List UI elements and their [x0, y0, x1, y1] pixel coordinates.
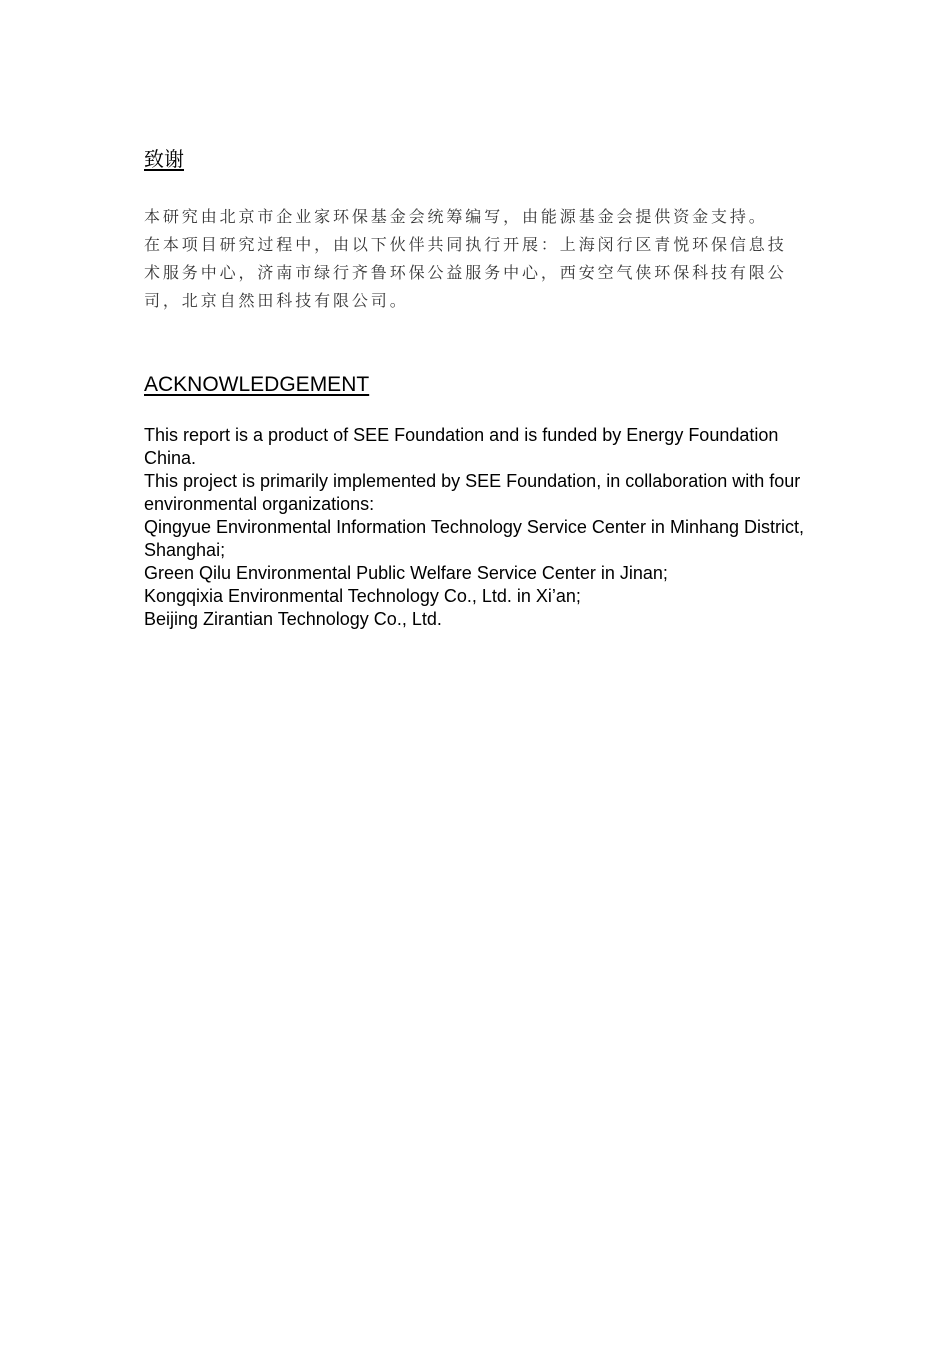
english-paragraph-implementation: This project is primarily implemented by SEE Foundation, in collaboration with four environmental organizations:: [144, 471, 801, 514]
chinese-heading: 致谢: [144, 147, 184, 171]
english-heading: ACKNOWLEDGEMENT: [144, 373, 370, 396]
chinese-paragraph-funding: 本研究由北京市企业家环保基金会统筹编写，由能源基金会提供资金支持。: [144, 207, 768, 226]
english-partner-qingyue: Qingyue Environmental Information Technology Service Center in Minhang District, Shanghai;: [144, 517, 804, 560]
english-paragraph-funding: This report is a product of SEE Foundation and is funded by Energy Foundation China.: [144, 425, 779, 468]
english-partner-kongqixia: Kongqixia Environmental Technology Co., Ltd. in Xi’an;: [144, 586, 581, 606]
english-body: [144, 424, 804, 631]
english-partner-green-qilu: Green Qilu Environmental Public Welfare Service Center in Jinan;: [144, 563, 668, 583]
chinese-paragraph-partners: 在本项目研究过程中，由以下伙伴共同执行开展：上海闵行区青悦环保信息技术服务中心，济南市绿行齐鲁环保公益服务中心，西安空气侠环保科技有限公司，北京自然田科技有限公司。: [144, 235, 787, 310]
english-partner-zirantian: Beijing Zirantian Technology Co., Ltd.: [144, 609, 442, 629]
chinese-body: [144, 203, 804, 315]
